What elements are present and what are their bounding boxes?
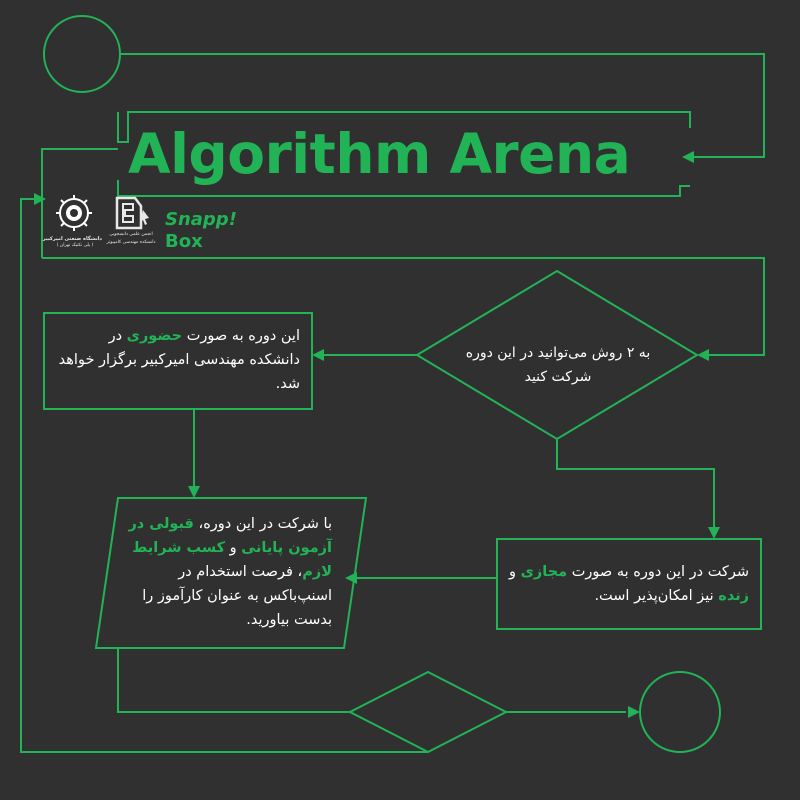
in-person-text-pre: این دوره به صورت <box>182 328 300 344</box>
in-person-text-post: در دانشکده مهندسی امیرکبیر برگزار خواهد شد. <box>58 328 300 392</box>
arrowhead-outcome-online <box>345 572 357 584</box>
outcome-text-post: ، فرصت استخدام در اسنپ‌باکس به عنوان کارآموز را بدست بیاورید. <box>142 564 332 628</box>
arrowhead-outcome-inperson <box>188 486 200 498</box>
online-text-mid: و <box>509 564 521 580</box>
online-text-pre: شرکت در این دوره به صورت <box>567 564 749 580</box>
arrowhead-end <box>628 706 640 718</box>
decision-text: به ۲ روش می‌توانید در این دوره شرکت کنید <box>465 345 651 385</box>
page-title: Algorithm Arena <box>128 122 631 186</box>
arrowhead-inperson <box>312 349 324 361</box>
in-person-highlight: حضوری <box>126 328 183 344</box>
arrowhead-loop <box>34 193 46 205</box>
bottom-diamond <box>350 672 506 752</box>
association-logo-icon <box>117 198 149 228</box>
snapp-logo-line1: Snapp! <box>165 209 237 230</box>
online-text <box>509 560 749 608</box>
association-subcaption: دانشکده مهندسی کامپیوتر <box>106 240 156 245</box>
online-highlight-live: زنده <box>718 588 749 604</box>
connector-outcome-down <box>118 648 350 712</box>
online-highlight-virtual: مجازی <box>520 564 568 580</box>
university-subcaption: ( پلی تکنیک تهران ) <box>56 243 94 248</box>
arrowhead-decision <box>697 349 709 361</box>
online-text-post: نیز امکان‌پذیر است. <box>594 588 719 604</box>
outcome-text-mid: و <box>225 540 242 556</box>
university-caption: دانشگاه صنعتی امیرکبیر <box>42 236 102 242</box>
in-person-text <box>56 324 300 396</box>
connector-decision-down <box>557 439 714 529</box>
outcome-text-pre: با شرکت در این دوره، <box>193 516 332 532</box>
association-caption: انجمن علمی دانشجویی <box>109 232 153 237</box>
outcome-text <box>108 512 332 632</box>
snapp-logo-line2: Box <box>165 231 203 252</box>
end-circle <box>640 672 720 752</box>
outcome-highlight-conditions: کسب شرایط لازم <box>132 540 332 580</box>
university-logo-icon <box>56 195 92 231</box>
outcome-highlight-exam: قبولی در آزمون پایانی <box>128 516 332 556</box>
arrowhead-online <box>708 527 720 539</box>
connector-bottom-loop <box>21 199 428 752</box>
start-circle <box>44 16 120 92</box>
